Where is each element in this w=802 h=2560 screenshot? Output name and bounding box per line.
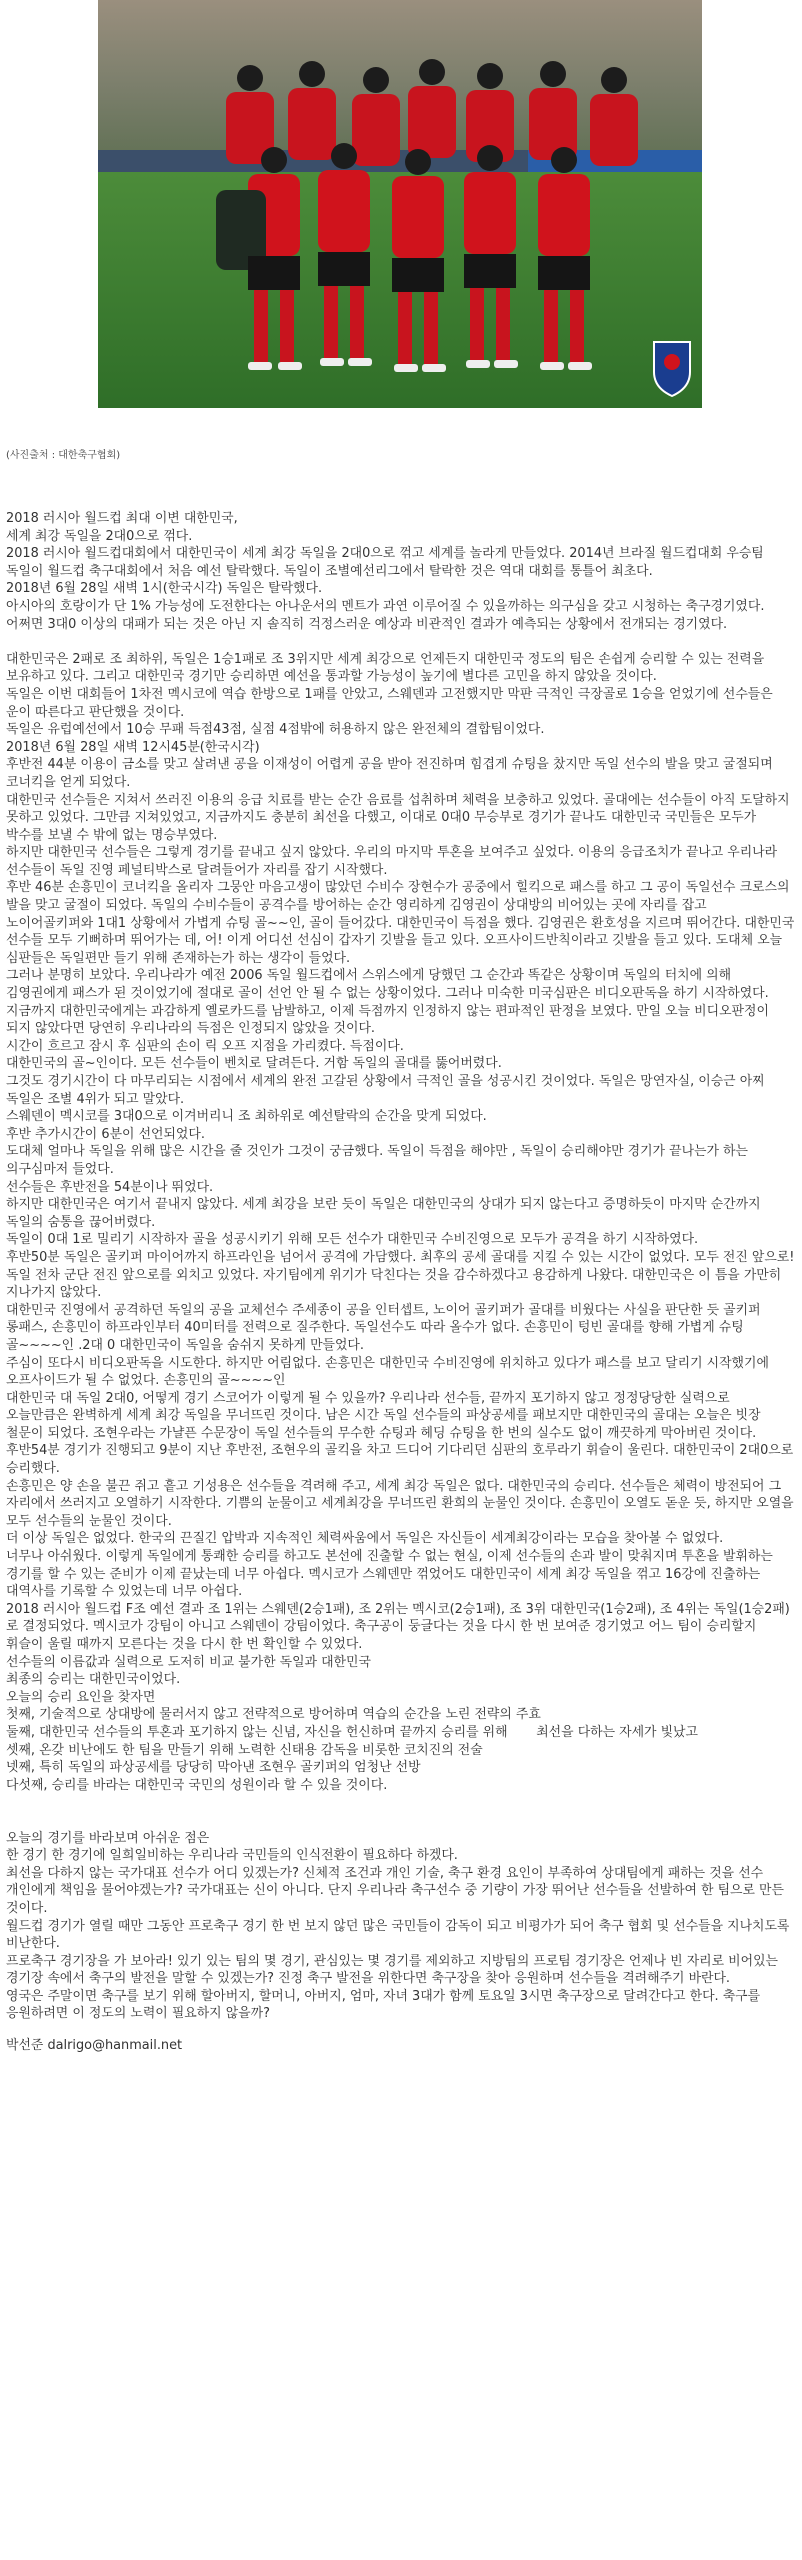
- article-paragraph: 후반전 44분 이용이 금소를 맞고 살려낸 공을 이재성이 어렵게 공을 받아 전진하며 힘겹게 슈팅을 찼지만 독일 선수의 발을 맞고 굴절되며 코너킥을 얻게 되었다.: [6, 757, 777, 790]
- article-paragraph: 하지만 대한민국은 여기서 끝내지 않았다. 세계 최강을 보란 듯이 독일은 대한민국의 상대가 되지 않는다고 증명하듯이 마지막 순간까지 독일의 숨통을 끊어버렸다.: [6, 1197, 765, 1230]
- article-paragraph: 시간이 흐르고 잠시 후 심판의 손이 릭 오프 지점을 가리켰다. 득점이다.: [6, 1038, 404, 1054]
- article-paragraph: 다섯째, 승리를 바라는 대한민국 국민의 성원이라 할 수 있을 것이다.: [6, 1777, 388, 1793]
- article-paragraph: 셋째, 온갖 비난에도 한 팀을 만들기 위해 노력한 신태용 감독을 비롯한 코치진의 전술: [6, 1742, 483, 1758]
- article-paragraph: 스웨덴이 멕시코를 3대0으로 이겨버리니 조 최하위로 예선탈락의 순간을 맞게 되었다.: [6, 1109, 487, 1125]
- article-body: [6, 510, 799, 2055]
- article-paragraph: 후반 46분 손흥민이 코너킥을 올리자 그뭉안 마음고생이 많았던 수비수 장현수가 공중에서 힐킥으로 패스를 하고 그 공이 독일선수 크로스의 발을 맞고 굴절이 되었다. 독일의 수비수들이 공격수를 방어하는 순간 영리하게 김영권이 상대방의 비어있는 곳에 자리를 잡고 노이어골키퍼와 1대1 상황에서 가볍게 슈팅 골~~인, 골이 들어갔다. 대한민국이 득점을 했다. 김영권은 환호성을 지르며 뛰어간다. 대한민국 선수들 모두 기뻐하며 뛰어가는 데, 어! 이게 어디선 선심이 갑자기 깃발을 들고 있다. 오프사이드반칙이라고 깃발을 들고 있다. 도대체 오늘 심판들은 독일편만 들기 위해 존재하는가 하는 생각이 들었다.: [6, 880, 799, 966]
- article-paragraph: 2018 러시아 월드컵 F조 예선 결과 조 1위는 스웨덴(2승1패), 조 2위는 멕시코(2승1패), 조 3위 대한민국(1승2패), 조 4위는 독일(1승2패)로 결정되었다. 멕시코가 강팀이 아니고 스웨덴이 강팀이었다. 축구공이 둥글다는 것을 다시 한 번 보여준 경기였고 어느 팀이 승리할지 휘슬이 울릴 때까지 모른다는 것을 다시 한 번 확인할 수 있었다.: [6, 1601, 790, 1652]
- article-paragraph: 더 이상 독일은 없었다. 한국의 끈질긴 압박과 지속적인 체력싸움에서 독일은 자신들이 세계최강이라는 모습을 찾아볼 수 없었다.: [6, 1531, 724, 1547]
- team-photo: [98, 0, 702, 408]
- article-paragraph: 대한민국 선수들은 지쳐서 쓰러진 이용의 응급 치료를 받는 순간 음료를 섭취하며 체력을 보충하고 있었다. 골대에는 선수들이 아직 도달하지 못하고 있었다. 그만큼 지쳐있었고, 지금까지도 충분히 최선을 다했고, 이대로 0대0 무승부로 경기가 끝나도 대한민국 국민들은 모두가 박수를 보낼 수 밖에 없는 명승부였다.: [6, 792, 794, 843]
- article-paragraph: 2018 러시아 월드컵대회에서 대한민국이 세계 최강 독일을 2대0으로 꺾고 세계를 놀라게 만들었다. 2014년 브라질 월드컵대회 우승팀 독일이 월드컵 축구대회에서 처음 예선 탈락했다. 독일이 조별예선리그에서 탈락한 것은 역대 대회를 통틀어 최초다.: [6, 546, 768, 579]
- article-paragraph: 독일은 이번 대회들어 1차전 멕시코에 역습 한방으로 1패를 안았고, 스웨덴과 고전했지만 막판 극적인 극장골로 1승을 얻었기에 선수들은 운이 따른다고 판단했을 것이다.: [6, 686, 777, 720]
- article-paragraph: 대한민국 진영에서 공격하던 독일의 공을 교체선수 주세종이 공을 인터셉트, 노이어 골키퍼가 골대를 비웠다는 사실을 판단한 듯 골키퍼 롱패스, 손흥민이 하프라인부터 40미터를 전력으로 질주한다. 독일선수도 따라 올수가 없다. 손흥민이 텅빈 골대를 향해 가볍게 슈팅: [6, 1302, 765, 1336]
- article-paragraph: 넷째, 특히 독일의 파상공세를 당당히 막아낸 조현우 골키퍼의 엄청난 선방: [6, 1760, 421, 1776]
- article-paragraph: 독일이 0대 1로 밀리기 시작하자 골을 성공시키기 위해 모든 선수가 대한민국 수비진영으로 모두가 공격을 하기 시작하였다.: [6, 1232, 699, 1248]
- article-paragraph: 대한민국은 2패로 조 최하위, 독일은 1승1패로 조 3위지만 세계 최강으로 언제든지 대한민국 정도의 팀은 손쉽게 승리할 수 있는 전력을 보유하고 있다. 그리고 대한민국 경기만 승리하면 예선을 통과할 가능성이 높기에 별다른 고민을 하지 않았을 것이다.: [6, 651, 769, 685]
- article-paragraph: 주심이 또다시 비디오판독을 시도한다. 하지만 어림없다. 손흥민은 대한민국 수비진영에 위치하고 있다가 패스를 보고 달리기 시작했기에 오프사이드가 될 수 없었다. 손흥민의 골~~~~인: [6, 1355, 773, 1389]
- article-paragraph: 월드컵 경기가 열릴 때만 그동안 프로축구 경기 한 번 보지 않던 많은 국민들이 감독이 되고 비평가가 되어 축구 협회 및 선수들을 지나치도록 비난한다.: [6, 1918, 794, 1952]
- article-paragraph: 둘째, 대한민국 선수들의 투혼과 포기하지 않는 신념, 자신을 헌신하며 끝까지 승리를 위해 최선을 다하는 자세가 빛났고: [6, 1724, 698, 1740]
- article-paragraph: 너무나 아쉬웠다. 이렇게 독일에게 통쾌한 승리를 하고도 본선에 진출할 수 없는 현실, 이제 선수들의 손과 발이 맞춰지며 투혼을 발휘하는 경기를 할 수 있는 준비가 이제 끝났는데 너무 아쉽다. 멕시코가 스웨덴만 꺾었어도 대한민국이 세계 최강 독일을 꺾고 16강에 진출하는 대역사를 기록할 수 있었는데 너무 아쉽다.: [6, 1549, 777, 1600]
- article-paragraph: 후반50분 독일은 골키퍼 마이어까지 하프라인을 넘어서 공격에 가담했다. 최후의 공세 골대를 지킬 수 있는 시간이 없었다. 모두 전진 앞으로! 독일 전차 군단 전진 앞으로를 외치고 있었다. 자기팀에게 위기가 닥친다는 것을 감수하겠다고 용감하게 나왔다. 대한민국은 이 틈을 가만히 지나가지 않았다.: [6, 1249, 799, 1301]
- article-paragraph: 세계 최강 독일을 2대0으로 꺾다.: [6, 528, 193, 544]
- article-paragraph: 후반 추가시간이 6분이 선언되었다.: [6, 1126, 205, 1142]
- article-paragraph: 대한민국의 골~인이다. 모든 선수들이 벤치로 달려든다. 거함 독일의 골대를 뚫어버렸다.: [6, 1056, 502, 1072]
- article-paragraph: 어쩌면 3대0 이상의 대패가 되는 것은 아닌 지 솔직히 걱정스러운 예상과 비관적인 결과가 예측되는 상황에서 전개되는 경기였다.: [6, 616, 728, 632]
- photo-caption: (사진출처 : 대한축구협회): [6, 450, 121, 461]
- article-paragraph: 손흥민은 양 손을 불끈 쥐고 흩고 기성용은 선수들을 격려해 주고, 세계 최강 독일은 없다. 대한민국의 승리다. 선수들은 체력이 방전되어 그 자리에서 쓰러지고 오열하기 시작한다. 기쁨의 눈물이고 세계최강을 무너뜨린 환희의 눈물인 것이다. 손흥민이 오열도 돋운 듯, 하지만 오열을 모두 선수들의 눈물인 것이다.: [6, 1478, 798, 1529]
- article-paragraph: 2018년 6월 28일 새벽 1시(한국시각) 독일은 탈락했다.: [6, 581, 323, 597]
- article-paragraph: 2018년 6월 28일 새벽 12시45분(한국시각): [6, 739, 260, 755]
- article-paragraph: 첫째, 기술적으로 상대방에 물러서지 않고 전략적으로 방어하며 역습의 순간을 노린 전략의 주효: [6, 1707, 541, 1723]
- author-byline: 박선준 dalrigo@hanmail.net: [6, 2038, 183, 2054]
- paragraph-spacer: [6, 633, 796, 651]
- article-paragraph: 영국은 주말이면 축구를 보기 위해 할아버지, 할머니, 아버지, 엄마, 자녀 3대가 함께 토요일 3시면 축구장으로 달려간다고 한다. 축구를 응원하려면 이 정도의 노력이 필요하지 않을까?: [6, 1988, 765, 2022]
- paragraph-spacer: [6, 1812, 796, 1830]
- article-paragraph: 대한민국 대 독일 2대0, 어떻게 경기 스코어가 이렇게 될 수 있을까? 우리나라 선수들, 끝까지 포기하지 않고 정정당당한 실력으로 오늘만큼은 완벽하게 세계 최강 독일을 무너뜨린 것이다. 남은 시간 독일 선수들의 파상공세를 패보지만 대한민국의 골대는 오늘은 빗장 철문이 되었다. 조현우라는 가냘픈 수문장이 독일 선수들의 무수한 슈팅과 헤딩 슈팅을 한 번의 실수도 없이 깨끗하게 막아버린 것이다.: [6, 1390, 765, 1441]
- kfa-emblem-icon: [654, 342, 690, 396]
- team-photo-image: [98, 0, 702, 408]
- article-paragraph: 후반54분 경기가 진행되고 9분이 지난 후반전, 조현우의 골킥을 차고 드디어 기다리던 심판의 호루라기 휘슬이 울린다. 대한민국이 2대0으로 승리했다.: [6, 1443, 798, 1477]
- article-paragraph: 하지만 대한민국 선수들은 그렇게 경기를 끝내고 싶지 않았다. 우리의 마지막 투혼을 보여주고 싶었다. 이용의 응급조치가 끝나고 우리나라 선수들이 독일 진영 페널티박스로 달려들어가 자리를 잡기 시작했다.: [6, 845, 782, 878]
- article-paragraph: 독일은 유럽예선에서 10승 무패 득점43점, 실점 4점밖에 허용하지 않은 완전체의 결합팀이었다.: [6, 722, 545, 738]
- article-paragraph: 한 경기 한 경기에 일희일비하는 우리나라 국민들의 인식전환이 필요하다 하겠다.: [6, 1848, 458, 1864]
- article-paragraph: 도대체 얼마나 독일을 위해 많은 시간을 줄 것인가 그것이 궁금했다. 독일이 득점을 해야만 , 독일이 승리해야만 경기가 끝나는가 하는 의구심마저 들었다.: [6, 1144, 753, 1177]
- article-paragraph: 프로축구 경기장을 가 보아라! 있기 있는 팀의 몇 경기, 관심있는 몇 경기를 제외하고 지방팀의 프로팀 경기장은 언제나 빈 자리로 비어있는 경기장 속에서 축구의 발전을 말할 수 있겠는가? 진정 축구 발전을 위한다면 축구장을 찾아 응원하며 선수들을 격려해주기 바란다.: [6, 1953, 783, 1987]
- article-paragraph: 그러나 분명히 보았다. 우리나라가 예전 2006 독일 월드컵에서 스위스에게 당했던 그 순간과 똑같은 상황이며 독일의 터치에 의해 김영권에게 패스가 된 것이었기에 절대로 골이 선언 안 될 수 없는 상황이었다. 그러나 미숙한 미국심판은 비디오판독을 하기 시작하였다. 지금까지 대한민국에게는 과감하게 옐로카드를 남발하고, 이제 득점까지 인정하지 않는 편파적인 판정을 보였다. 만일 오늘 비디오판정이 되지 않았다면 당연히 우리나라의 득점은 인정되지 않았을 것이다.: [6, 968, 773, 1037]
- article-paragraph: 최선을 다하지 않는 국가대표 선수가 어디 있겠는가? 신체적 조건과 개인 기술, 축구 환경 요인이 부족하여 상대팀에게 패하는 것을 선수 개인에게 책임을 물어야겠는가? 국가대표는 신이 아니다. 단지 우리나라 축구선수 중 기량이 가장 뛰어난 선수들을 선발하여 한 팀으로 만든 것이다.: [6, 1865, 789, 1916]
- article-paragraph: 그것도 경기시간이 다 마무리되는 시점에서 세계의 완전 고갈된 상황에서 극적인 골을 성공시킨 것이었다. 독일은 망연자실, 이승근 아찌 독일은 조별 4위가 되고 말았다.: [6, 1074, 769, 1107]
- paragraph-spacer: [6, 1794, 796, 1812]
- article-paragraph: 골~~~~인 .2대 0 대한민국이 독일을 숨쉬지 못하게 만들었다.: [6, 1337, 364, 1353]
- article-paragraph: 아시아의 호랑이가 단 1% 가능성에 도전한다는 아나운서의 멘트가 과연 이루어질 수 있을까하는 의구심을 갖고 시청하는 축구경기였다.: [6, 598, 765, 614]
- article-paragraph: 오늘의 경기를 바라보며 아쉬운 점은: [6, 1830, 210, 1846]
- article-paragraph: 선수들은 후반전을 54분이나 뛰었다.: [6, 1179, 214, 1195]
- article-paragraph: 2018 러시아 월드컵 최대 이변 대한민국,: [6, 511, 238, 526]
- article-paragraph: 선수들의 이름값과 실력으로 도저히 비교 불가한 독일과 대한민국: [6, 1654, 371, 1670]
- article-paragraph: 오늘의 승리 요인을 찾자면: [6, 1689, 156, 1705]
- article-paragraph: 최종의 승리는 대한민국이었다.: [6, 1672, 181, 1688]
